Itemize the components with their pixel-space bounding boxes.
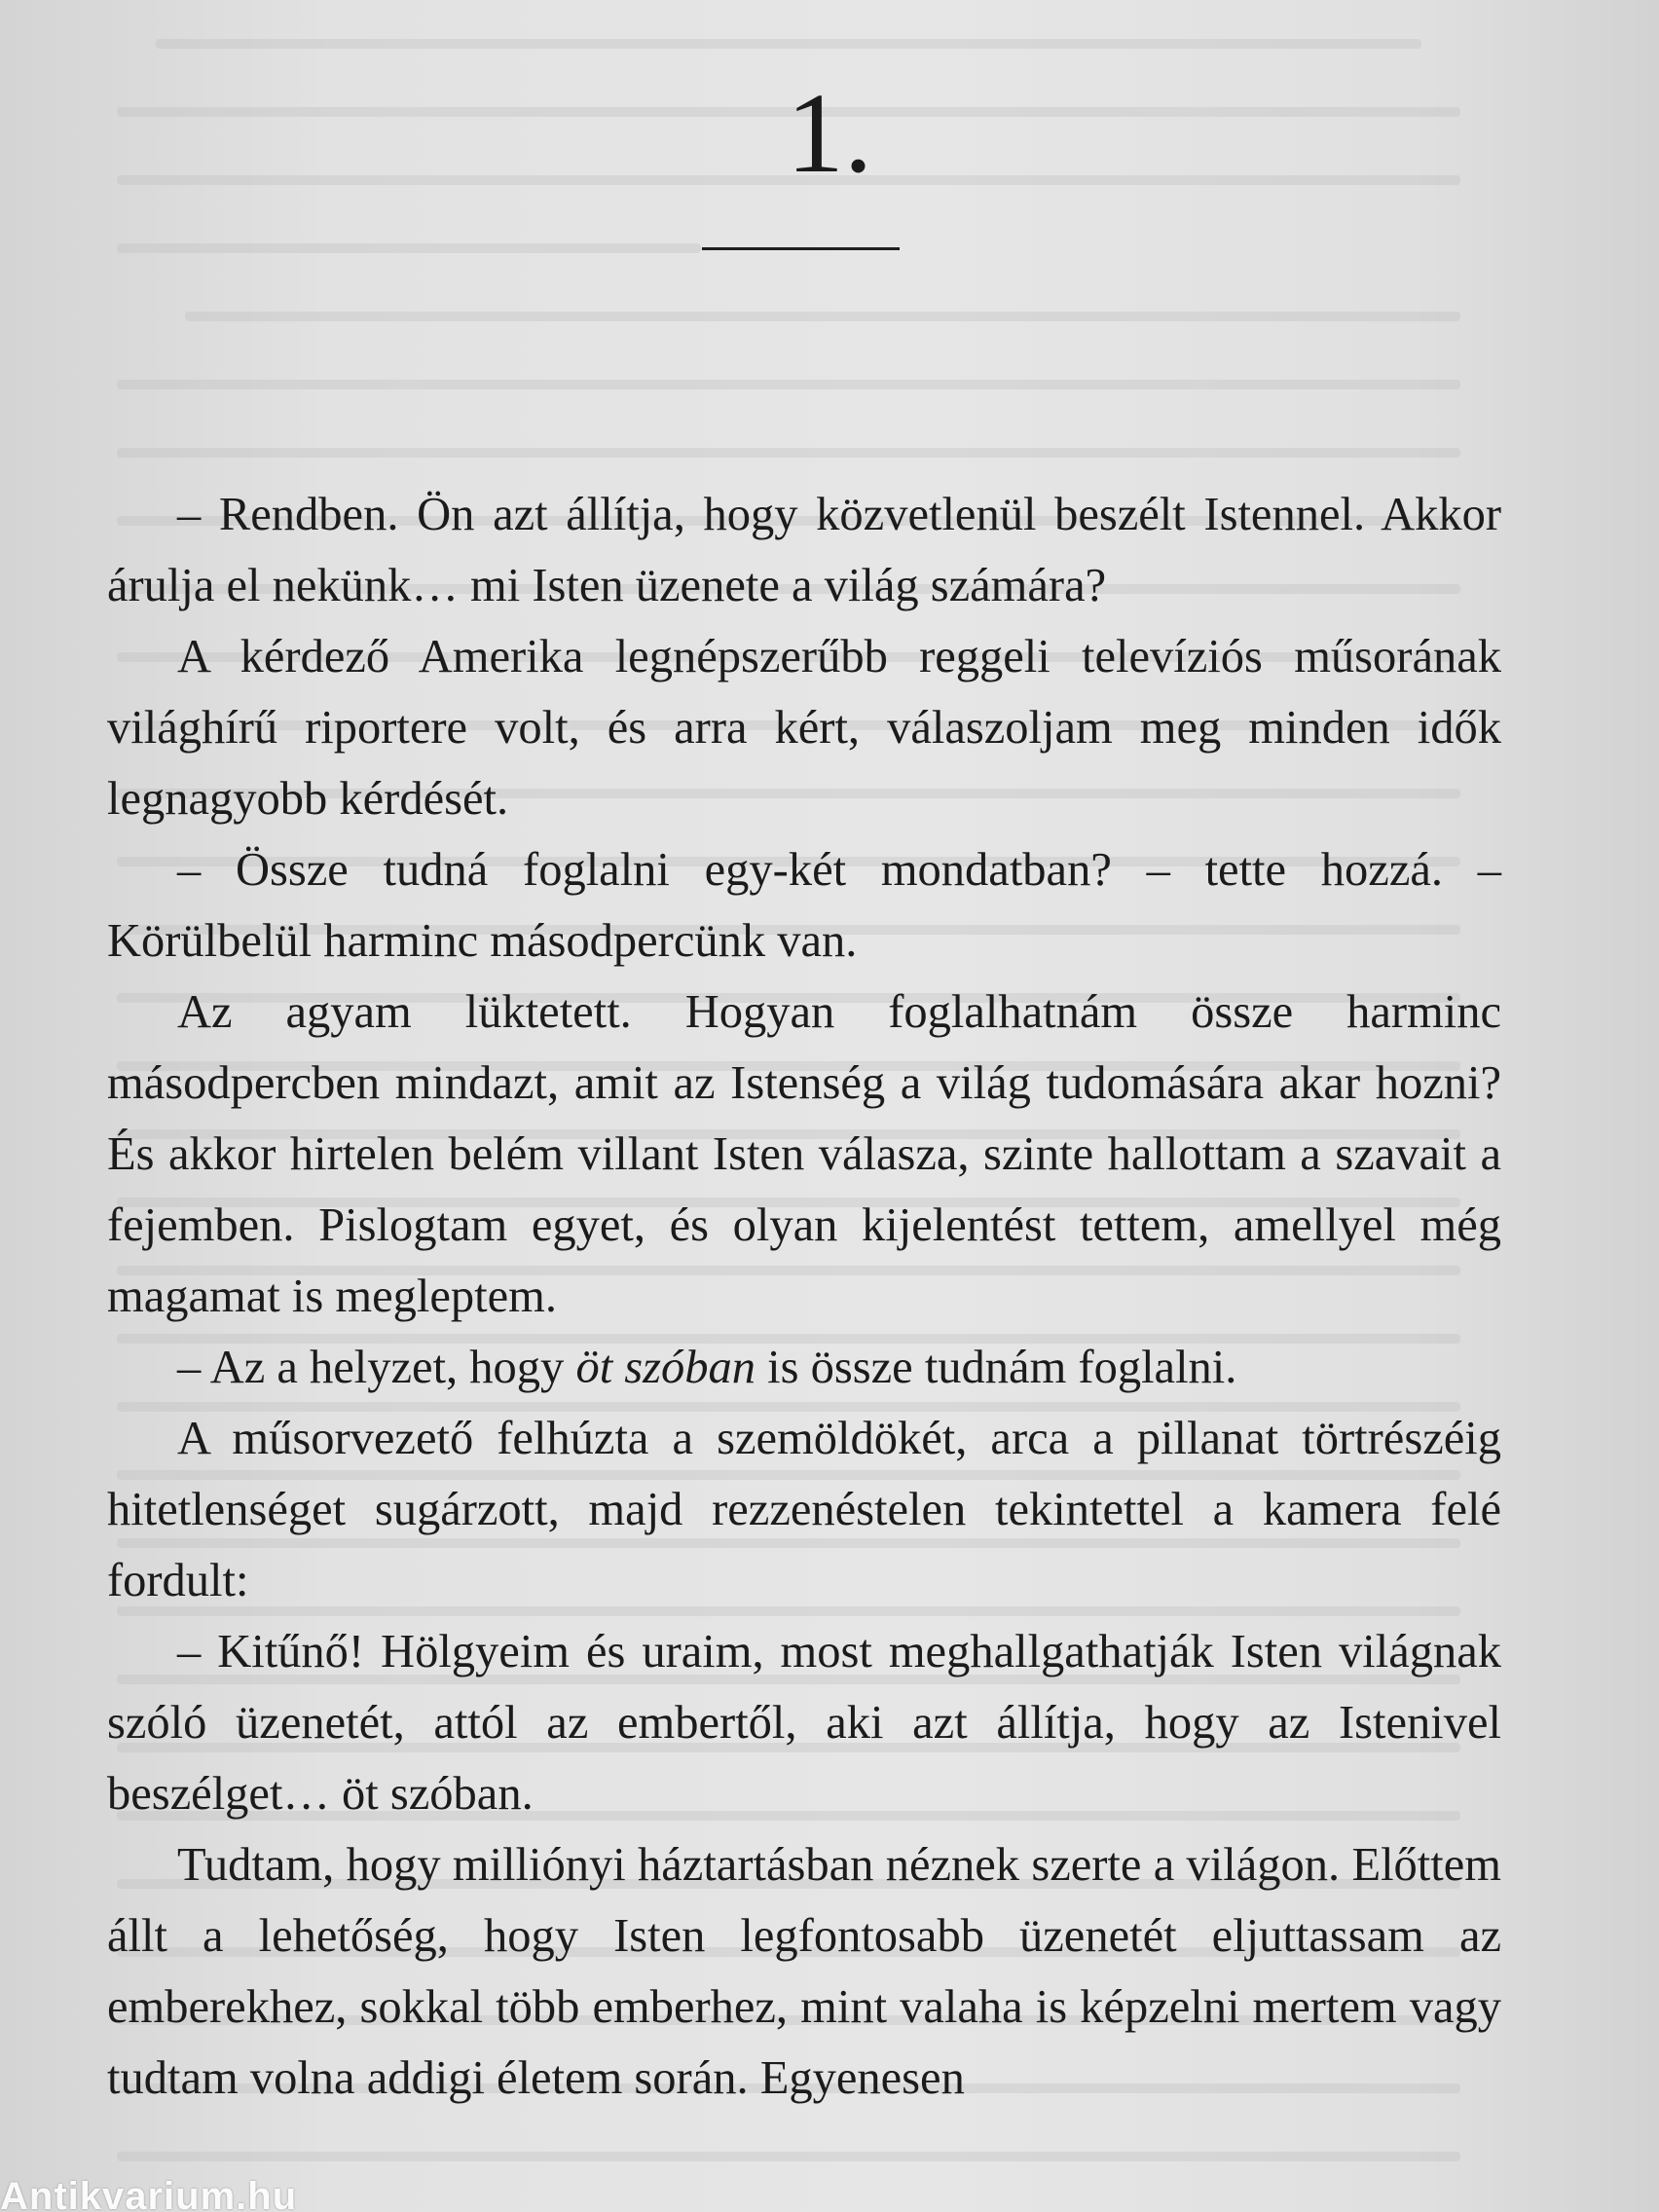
paragraph: – Rendben. Ön azt állítja, hogy közvetlenül beszélt Istennel. Akkor árulja el nekünk… mi Isten üzenete a világ számára? [107, 489, 1501, 611]
chapter-number: 1. [786, 69, 873, 197]
chapter-body [107, 479, 1501, 2114]
chapter-rule [702, 247, 900, 250]
paragraph: – Kitűnő! Hölgyeim és uraim, most meghallgathatják Isten világnak szóló üzenetét, attól az embertől, aki azt állítja, hogy az Istenivel beszélget… öt szóban. [107, 1626, 1501, 1820]
paragraph: Az agyam lüktetett. Hogyan foglalhatnám össze harminc másodpercben mindazt, amit az Istenség a világ tudomására akar hozni? És akkor hirtelen belém villant Isten válasza, szinte hallottam a szavait a fejemben. Pislogtam egyet, és olyan kijelentést tettem, amellyel még magamat is megleptem. [107, 986, 1501, 1322]
paragraph: A kérdező Amerika legnépszerűbb reggeli televíziós műsorának világhírű riportere volt, és arra kért, válaszoljam meg minden idők legnagyobb kérdését. [107, 631, 1501, 825]
paragraph: – Össze tudná foglalni egy-két mondatban? – tette hozzá. – Körülbelül harminc másodpercünk van. [107, 844, 1501, 967]
paragraph [107, 1332, 1501, 1403]
paragraph-text: – Az a helyzet, hogy [177, 1342, 576, 1393]
paragraph-text: is össze tudnám foglalni. [756, 1342, 1237, 1393]
paragraph: Tudtam, hogy milliónyi háztartásban néznek szerte a világon. Előttem állt a lehetőség, hogy Isten legfontosabb üzenetét eljuttassam az emberekhez, sokkal több emberhez, mint valaha is képzelni mertem vagy tudtam volna addigi életem során. Egyenesen [107, 1839, 1501, 2104]
paragraph: A műsorvezető felhúzta a szemöldökét, arca a pillanat törtrészéig hitetlenséget sugárzott, majd rezzenéstelen tekintettel a kamera felé fordult: [107, 1413, 1501, 1606]
italic-emphasis: öt szóban [575, 1342, 756, 1393]
watermark: Antikvarium.hu [0, 2175, 298, 2212]
